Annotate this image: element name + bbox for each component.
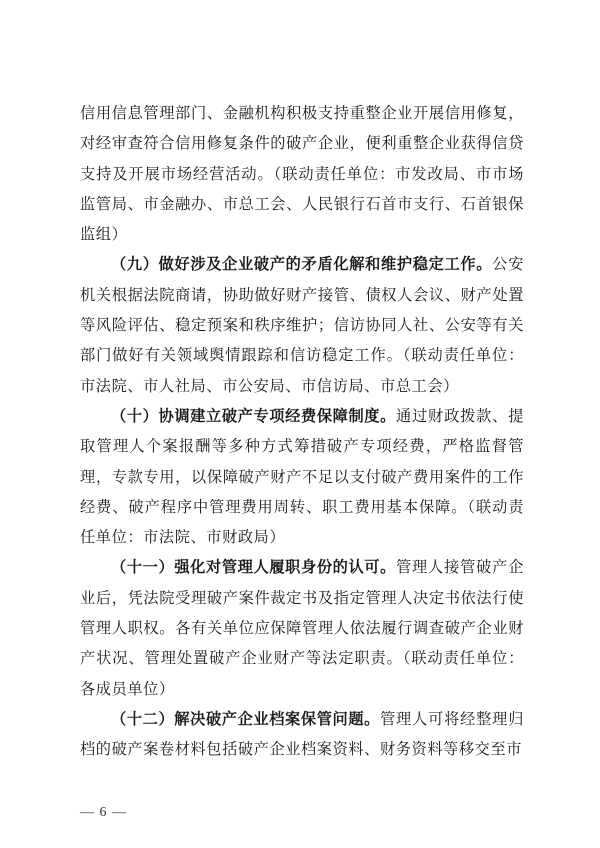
paragraph-text: 管理人可将经整理归档的破产案卷材料包括破产企业档案资料、财务资料等移交至市 [80,709,524,759]
section-heading: （九）做好涉及企业破产的矛盾化解和维护稳定工作。 [111,255,493,274]
paragraph-text: 公安机关根据法院商请，协助做好财产接管、债权人会议、财产处置等风险评估、稳定预案和秩序维护；信访协同人社、公安等有关部门做好有关领域舆情跟踪和信访稳定工作。（联动责任单位：市法院、市人社局、市公安局、市信访局、市总工会） [80,255,524,395]
page-number: — 6 — [80,805,127,820]
paragraph-text: 通过财政拨款、提取管理人个案报酬等多种方式筹措破产专项经费，严格监督管理，专款专用，以保障破产财产不足以支付破产费用案件的工作经费、破产程序中管理费用周转、职工费用基本保障。（联动责任单位：市法院、市财政局） [80,406,524,547]
paragraph-section-12 [80,704,524,765]
section-heading: （十二）解决破产企业档案保管问题。 [111,709,381,728]
paragraph-section-11 [80,552,524,703]
paragraph-text: 信用信息管理部门、金融机构积极支持重整企业开展信用修复，对经审查符合信用修复条件的破产企业，便利重整企业获得信贷支持及开展市场经营活动。（联动责任单位：市发改局、市市场监管局、市金融办、市总工会、人民银行石首市支行、石首银保监组） [80,104,524,244]
section-heading: （十一）强化对管理人履职身份的认可。 [111,558,396,577]
paragraph-text: 管理人接管破产企业后，凭法院受理破产案件裁定书及指定管理人决定书依法行使管理人职权。各有关单位应保障管理人依法履行调查破产企业财产状况、管理处置破产企业财产等法定职责。（联动责任单位：各成员单位） [80,558,524,698]
document-body [80,98,524,765]
section-heading: （十）协调建立破产专项经费保障制度。 [111,406,396,425]
paragraph-section-10 [80,401,524,552]
paragraph-continuation [80,98,524,249]
paragraph-section-9 [80,249,524,400]
